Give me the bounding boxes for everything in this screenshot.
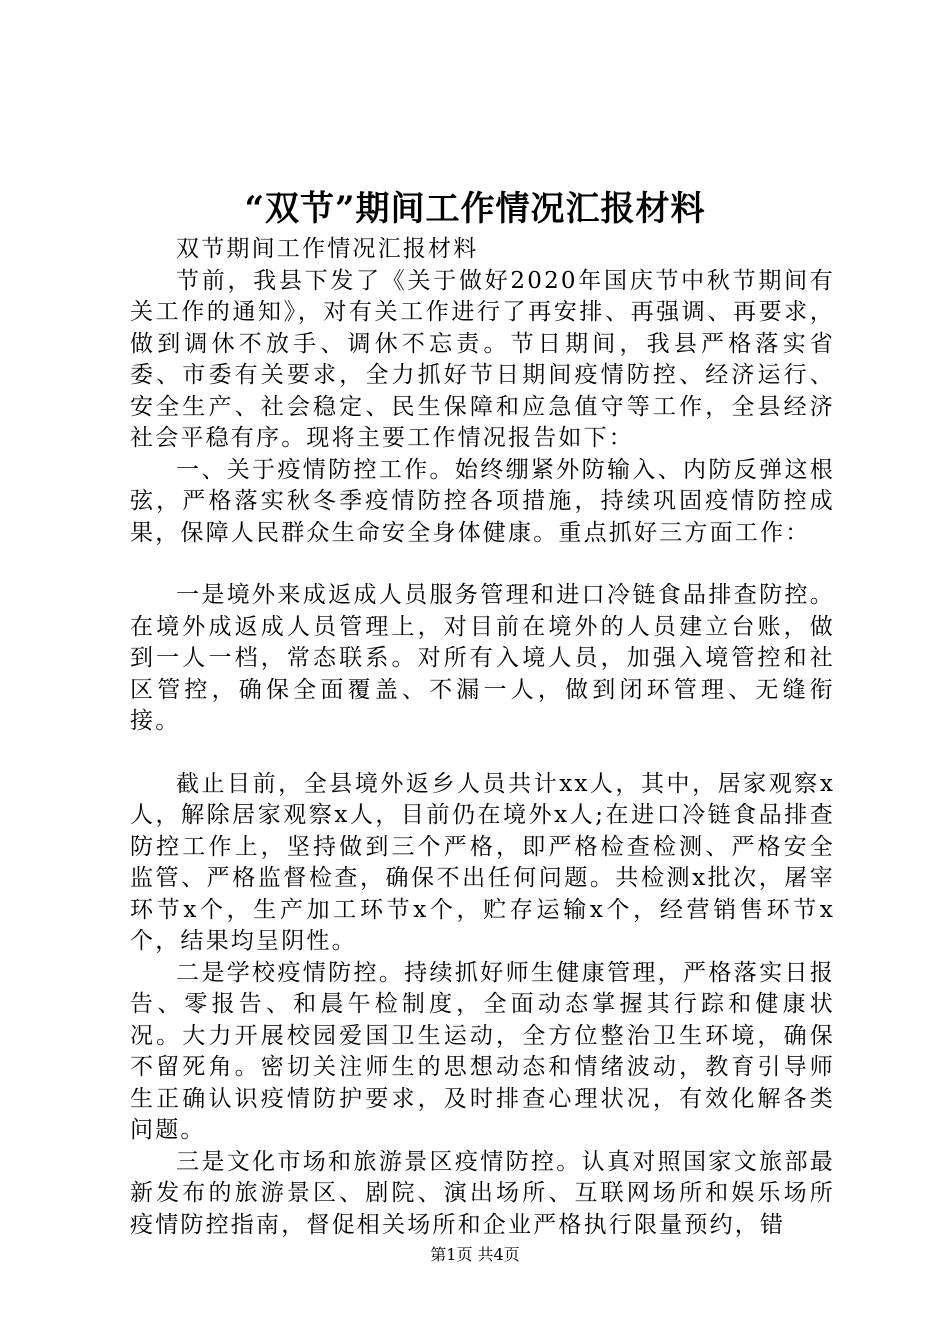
body-paragraph: 节前，我县下发了《关于做好2020年国庆节中秋节期间有关工作的通知》，对有关工作进行了再安排、再强调、再要求，做到调休不放手、调休不忘责。节日期间，我县严格落实省委、市委有关要求，全力抓好节日期间疫情防控、经济运行、安全生产、社会稳定、民生保障和应急值守等工作，全县经济社会平稳有序。现将主要工作情况报告如下： <box>130 267 835 451</box>
body-paragraph: 截止目前，全县境外返乡人员共计xx人，其中，居家观察x人，解除居家观察x人，目前仍在境外x人;在进口冷链食品排查防控工作上，坚持做到三个严格，即严格检查检测、严格安全监管、严格监督检查，确保不出任何问题。共检测x批次，屠宰环节x个，生产加工环节x个，贮存运输x个，经营销售环节x个，结果均呈阴性。 <box>130 770 835 954</box>
body-paragraph: 双节期间工作情况汇报材料 <box>176 236 479 262</box>
page-indicator: 第1页 共4页 <box>430 1245 520 1264</box>
document-title: “双节”期间工作情况汇报材料 <box>244 189 706 229</box>
body-paragraph: 一是境外来成返成人员服务管理和进口冷链食品排查防控。在境外成返成人员管理上，对目前在境外的人员建立台账，做到一人一档，常态联系。对所有入境人员，加强入境管控和社区管控，确保全面覆盖、不漏一人，做到闭环管理、无缝衔接。 <box>130 582 835 734</box>
body-paragraph: 三是文化市场和旅游景区疫情防控。认真对照国家文旅部最新发布的旅游景区、剧院、演出场所、互联网场所和娱乐场所疫情防控指南，督促相关场所和企业严格执行限量预约，错 <box>130 1148 835 1238</box>
document-body <box>130 234 835 1241</box>
body-paragraph: 二是学校疫情防控。持续抓好师生健康管理，严格落实日报告、零报告、和晨午检制度，全面动态掌握其行踪和健康状况。大力开展校园爱国卫生运动，全方位整治卫生环境，确保不留死角。密切关注师生的思想动态和情绪波动，教育引导师生正确认识疫情防护要求，及时排查心理状况，有效化解各类问题。 <box>130 959 835 1143</box>
body-paragraph: 一、关于疫情防控工作。始终绷紧外防输入、内防反弹这根弦，严格落实秋冬季疫情防控各项措施，持续巩固疫情防控成果，保障人民群众生命安全身体健康。重点抓好三方面工作： <box>130 456 835 546</box>
